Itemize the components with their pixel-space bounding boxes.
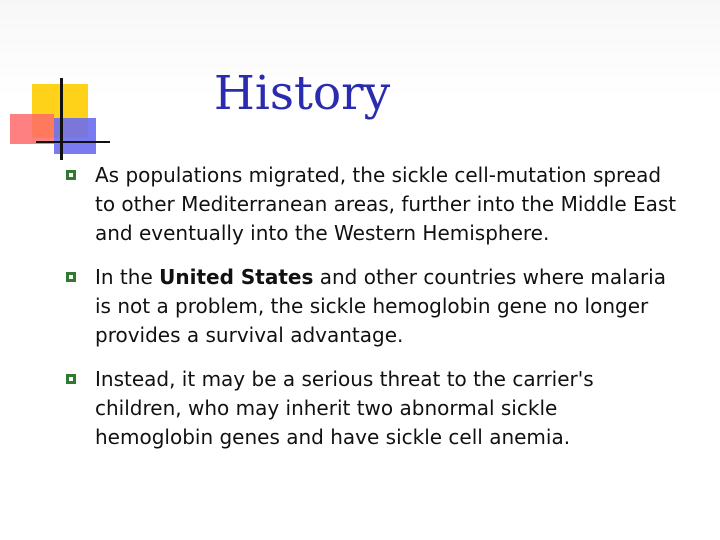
bullet-text-1: As populations migrated, the sickle cell-mutation spread to other Mediterranean areas, further into the Middle East and eventually into the Western Hemisphere.	[95, 163, 677, 245]
bullet-item-1	[66, 161, 680, 248]
logo-horizontal-line	[36, 141, 110, 143]
bullet-text-2-prefix: In the	[95, 265, 160, 289]
bullet-text-2-bold: United States	[159, 265, 314, 289]
bullet-marker-icon	[66, 272, 76, 282]
bullet-marker-icon	[66, 374, 76, 384]
bullet-text-2-suffix: and other countries where malaria is not a problem, the sickle hemoglobin gene no longer provides a survival advantage.	[95, 265, 666, 347]
bullet-text-3: Instead, it may be a serious threat to the carrier's children, who may inherit two abnormal sickle hemoglobin genes and have sickle cell anemia.	[95, 367, 594, 449]
slide-title: History	[213, 66, 391, 121]
bullet-item-3	[66, 365, 680, 452]
bullet-marker-icon	[66, 170, 76, 180]
bullet-item-2	[66, 263, 680, 350]
bullet-list	[66, 161, 680, 467]
